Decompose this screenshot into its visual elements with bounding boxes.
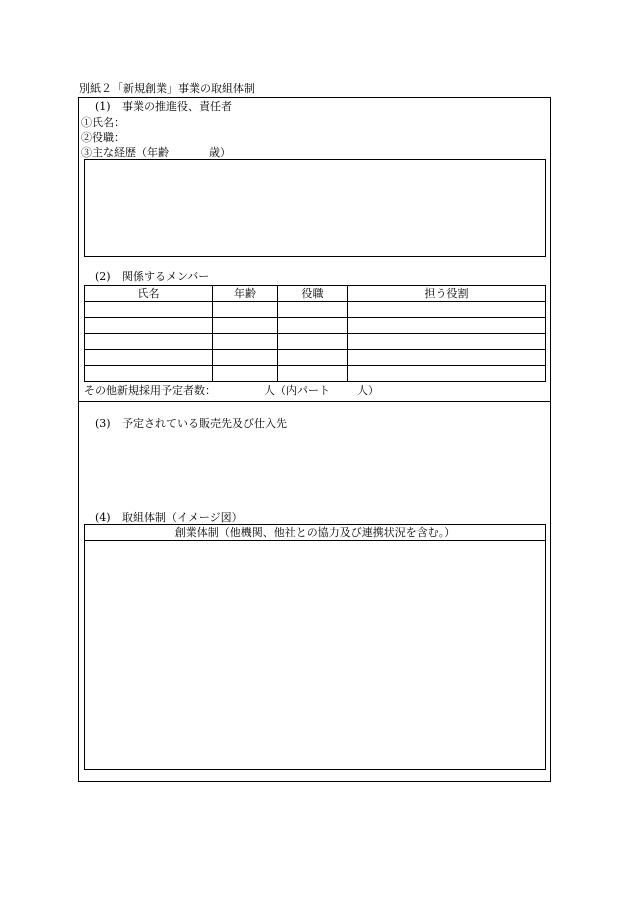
- cell-value: [348, 351, 545, 364]
- table-cell[interactable]: [213, 302, 278, 318]
- cell-value: [348, 303, 545, 316]
- members-header-row: [85, 286, 546, 302]
- cell-value: [85, 303, 212, 316]
- name-label: ①氏名：: [81, 116, 125, 129]
- table-cell[interactable]: [278, 350, 348, 366]
- table-cell[interactable]: [213, 366, 278, 382]
- section2-number: (2): [95, 270, 111, 283]
- document-title: 別紙２「新規創業」事業の取組体制: [79, 82, 255, 95]
- other-hires-label: その他新規採用予定者数：: [84, 384, 216, 397]
- cell-value: [85, 335, 212, 348]
- table-row: [85, 334, 546, 350]
- table-cell[interactable]: [278, 302, 348, 318]
- column-header-position: 役職: [278, 286, 348, 302]
- cell-value: [348, 319, 545, 332]
- cell-value: [278, 319, 347, 332]
- structure-diagram-box[interactable]: [84, 524, 546, 770]
- cell-value: [278, 367, 347, 380]
- section3-heading: 予定されている販売先及び仕入先: [122, 417, 287, 430]
- position-label: ②役職：: [81, 131, 125, 144]
- table-cell[interactable]: [213, 334, 278, 350]
- column-header-role: 担う役割: [348, 286, 546, 302]
- cell-value: [85, 351, 212, 364]
- cell-value: [278, 351, 347, 364]
- table-row: [85, 318, 546, 334]
- table-cell[interactable]: [85, 366, 213, 382]
- section4-heading: 取組体制（イメージ図）: [122, 511, 243, 524]
- table-cell[interactable]: [278, 318, 348, 334]
- table-row: [85, 302, 546, 318]
- other-hires-part-unit: 人）: [357, 384, 379, 397]
- table-cell[interactable]: [348, 334, 546, 350]
- cell-value: [213, 303, 277, 316]
- section2-divider: [78, 401, 551, 402]
- table-cell[interactable]: [278, 334, 348, 350]
- table-cell[interactable]: [85, 318, 213, 334]
- column-header-age: 年齢: [213, 286, 278, 302]
- table-cell[interactable]: [348, 318, 546, 334]
- section4-number: (4): [95, 511, 111, 524]
- table-row: [85, 366, 546, 382]
- table-row: [85, 350, 546, 366]
- cell-value: [213, 335, 277, 348]
- structure-box-title: 創業体制（他機関、他社との協力及び連携状況を含む。）: [85, 525, 545, 541]
- cell-value: [213, 367, 277, 380]
- table-cell[interactable]: [348, 366, 546, 382]
- cell-value: [213, 319, 277, 332]
- table-cell[interactable]: [85, 302, 213, 318]
- cell-value: [213, 351, 277, 364]
- table-cell[interactable]: [348, 350, 546, 366]
- section1-number: (1): [95, 100, 111, 113]
- table-cell[interactable]: [348, 302, 546, 318]
- table-cell[interactable]: [85, 334, 213, 350]
- table-cell[interactable]: [85, 350, 213, 366]
- cell-value: [348, 367, 545, 380]
- career-age-suffix: 歳）: [209, 146, 231, 159]
- section3-number: (3): [95, 417, 111, 430]
- section1-heading: 事業の推進役、責任者: [122, 100, 232, 113]
- other-hires-people-unit: 人（内パート: [264, 384, 330, 397]
- cell-value: [85, 367, 212, 380]
- cell-value: [278, 335, 347, 348]
- members-table: [84, 285, 546, 382]
- section2-heading: 関係するメンバー: [122, 270, 210, 283]
- column-header-name: 氏名: [85, 286, 213, 302]
- career-text-box[interactable]: [84, 159, 546, 257]
- cell-value: [278, 303, 347, 316]
- table-cell[interactable]: [213, 318, 278, 334]
- table-cell[interactable]: [278, 366, 348, 382]
- cell-value: [348, 335, 545, 348]
- cell-value: [85, 319, 212, 332]
- career-label: ③主な経歴（年齢: [81, 146, 169, 159]
- table-cell[interactable]: [213, 350, 278, 366]
